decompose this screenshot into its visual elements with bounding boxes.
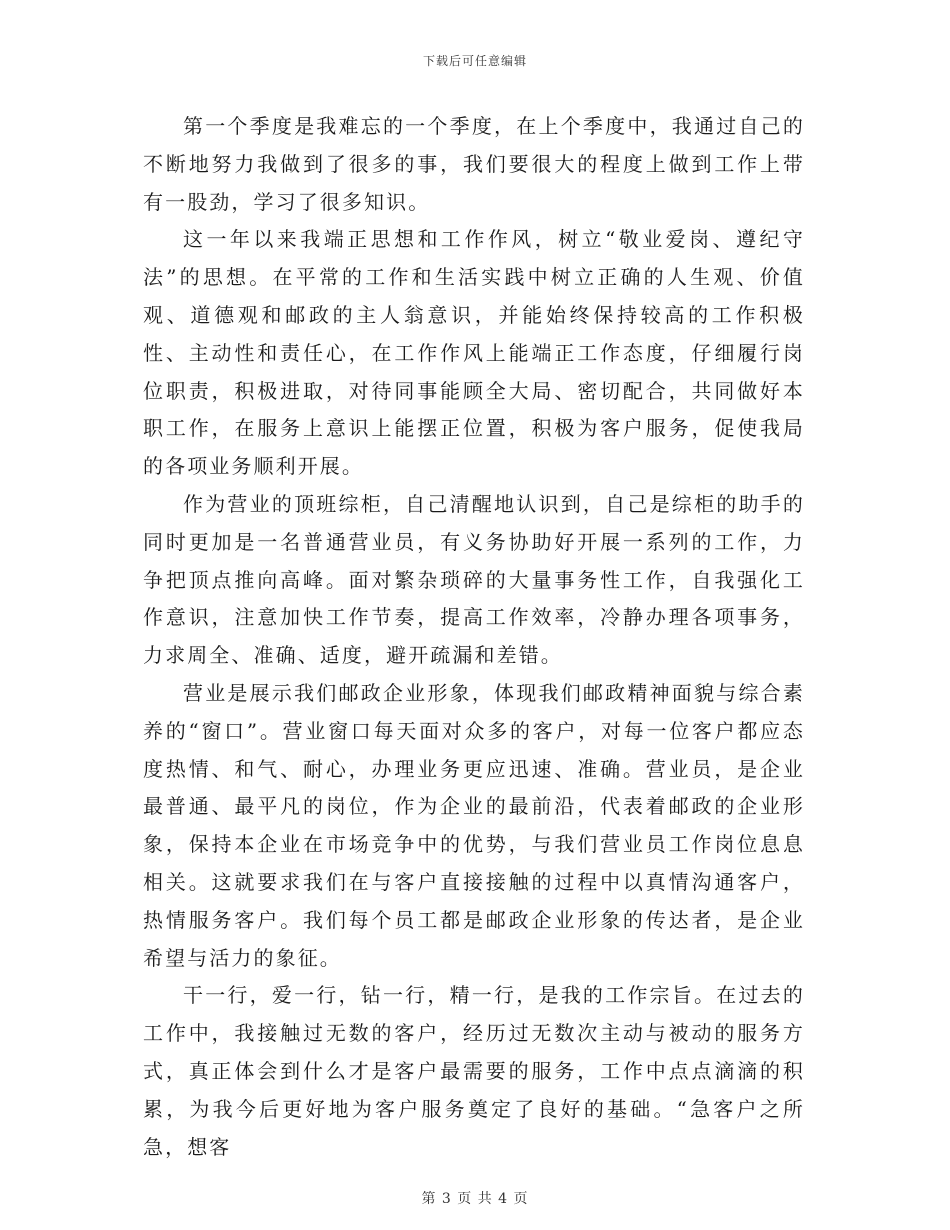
document-body (143, 108, 805, 1166)
paragraph: 第一个季度是我难忘的一个季度，在上个季度中，我通过自己的不断地努力我做到了很多的事，我们要很大的程度上做到工作上带有一股劲，学习了很多知识。 (143, 114, 805, 214)
paragraph: 营业是展示我们邮政企业形象，体现我们邮政精神面貌与综合素养的“窗口”。营业窗口每天面对众多的客户，对每一位客户都应态度热情、和气、耐心，办理业务更应迅速、准确。营业员，是企业最普通、最平凡的岗位，作为企业的最前沿，代表着邮政的企业形象，保持本企业在市场竞争中的优势，与我们营业员工作岗位息息相关。这就要求我们在与客户直接接触的过程中以真情沟通客户，热情服务客户。我们每个员工都是邮政企业形象的传达者，是企业希望与活力的象征。 (143, 680, 805, 970)
page-number: 第 3 页 共 4 页 (421, 1191, 529, 1207)
page-header: 下载后可任意编辑 (422, 54, 527, 68)
paragraph: 这一年以来我端正思想和工作作风，树立“敬业爱岗、遵纪守法”的思想。在平常的工作和生活实践中树立正确的人生观、价值观、道德观和邮政的主人翁意识，并能始终保持较高的工作积极性、主动性和责任心，在工作作风上能端正工作态度，仔细履行岗位职责，积极进取，对待同事能顾全大局、密切配合，共同做好本职工作，在服务上意识上能摆正位置，积极为客户服务，促使我局的各项业务顺利开展。 (143, 227, 805, 479)
paragraph: 干一行，爱一行，钻一行，精一行，是我的工作宗旨。在过去的工作中，我接触过无数的客户，经历过无数次主动与被动的服务方式，真正体会到什么才是客户最需要的服务，工作中点点滴滴的积累，为我今后更好地为客户服务奠定了良好的基础。“急客户之所急，想客 (143, 983, 805, 1159)
paragraph: 作为营业的顶班综柜，自己清醒地认识到，自己是综柜的助手的同时更加是一名普通营业员，有义务协助好开展一系列的工作，力争把顶点推向高峰。面对繁杂琐碎的大量事务性工作，自我强化工作意识，注意加快工作节奏，提高工作效率，冷静办理各项事务，力求周全、准确、适度，避开疏漏和差错。 (143, 491, 805, 668)
